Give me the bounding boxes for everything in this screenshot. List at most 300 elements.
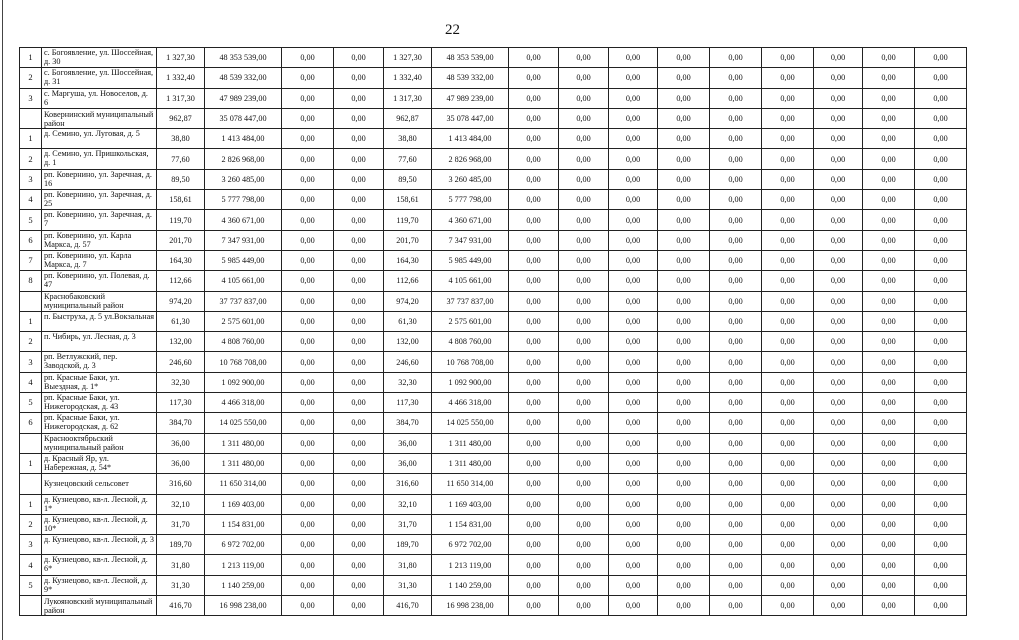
value-cell: 0,00: [609, 271, 658, 291]
area-cell: 189,70: [157, 535, 205, 555]
value-cell: 0,00: [559, 596, 609, 616]
address-cell: д. Красный Яр, ул. Набережная, д. 54*: [42, 453, 157, 473]
address-cell: д. Кузнецово, кв-л. Лесной, д. 9*: [42, 575, 157, 595]
value-cell: 0,00: [814, 108, 863, 128]
value-cell: 0,00: [282, 453, 334, 473]
value-cell: 0,00: [509, 48, 559, 68]
area-cell: 416,70: [157, 596, 205, 616]
value-cell: 0,00: [710, 514, 762, 534]
value-cell: 0,00: [710, 494, 762, 514]
value-cell: 0,00: [863, 210, 915, 230]
cost-cell: 7 347 931,00: [432, 230, 509, 250]
table-row: [20, 149, 1019, 169]
area-cell: 201,70: [384, 230, 432, 250]
value-cell: 0,00: [814, 372, 863, 392]
value-cell: 0,00: [658, 250, 710, 270]
value-cell: 0,00: [814, 352, 863, 372]
cost-cell: 2 575 601,00: [432, 311, 509, 331]
value-cell: 0,00: [863, 250, 915, 270]
value-cell: 0,00: [334, 129, 384, 149]
value-cell: 0,00: [863, 393, 915, 413]
cost-cell: 5 777 798,00: [205, 190, 282, 210]
value-cell: 0,00: [509, 291, 559, 311]
cost-cell: 1 092 900,00: [432, 372, 509, 392]
area-cell: 36,00: [384, 433, 432, 453]
area-cell: 31,80: [157, 555, 205, 575]
value-cell: 0,00: [658, 555, 710, 575]
value-cell: 0,00: [282, 535, 334, 555]
value-cell: 0,00: [282, 291, 334, 311]
area-cell: 962,87: [384, 108, 432, 128]
value-cell: 0,00: [509, 413, 559, 433]
value-cell: 0,00: [710, 108, 762, 128]
area-cell: 1 327,30: [384, 48, 432, 68]
value-cell: 0,00: [609, 190, 658, 210]
table-row: [20, 514, 1019, 534]
area-cell: 38,80: [384, 129, 432, 149]
value-cell: 0,00: [762, 190, 814, 210]
value-cell: 0,00: [334, 68, 384, 88]
value-cell: 0,00: [915, 311, 967, 331]
value-cell: 0,00: [658, 108, 710, 128]
address-cell: д. Кузнецово, кв-л. Лесной, д. 3: [42, 535, 157, 555]
value-cell: 0,00: [814, 230, 863, 250]
address-cell: д. Кузнецово, кв-л. Лесной, д. 10*: [42, 514, 157, 534]
value-cell: 0,00: [609, 210, 658, 230]
value-cell: 0,00: [559, 413, 609, 433]
area-cell: 117,30: [384, 393, 432, 413]
row-number: 5: [20, 393, 42, 413]
value-cell: 0,00: [915, 291, 967, 311]
cost-cell: 16 998 238,00: [432, 596, 509, 616]
row-number: 3: [20, 88, 42, 108]
cost-cell: 4 808 760,00: [205, 332, 282, 352]
value-cell: 0,00: [509, 494, 559, 514]
value-cell: 0,00: [915, 149, 967, 169]
address-cell: рп. Ковернино, ул. Карла Маркса, д. 7: [42, 250, 157, 270]
table-row: [20, 413, 1019, 433]
table-row: [20, 68, 1019, 88]
area-cell: 1 317,30: [157, 88, 205, 108]
value-cell: 0,00: [710, 149, 762, 169]
row-number: 3: [20, 169, 42, 189]
cost-cell: 4 808 760,00: [432, 332, 509, 352]
value-cell: 0,00: [762, 250, 814, 270]
value-cell: 0,00: [609, 108, 658, 128]
value-cell: 0,00: [762, 372, 814, 392]
row-number: 5: [20, 210, 42, 230]
value-cell: 0,00: [609, 311, 658, 331]
address-cell: Кузнецовский сельсовет: [42, 474, 157, 494]
value-cell: 0,00: [915, 372, 967, 392]
value-cell: 0,00: [863, 311, 915, 331]
area-cell: 416,70: [384, 596, 432, 616]
value-cell: 0,00: [559, 453, 609, 473]
row-number: 2: [20, 514, 42, 534]
value-cell: 0,00: [509, 474, 559, 494]
value-cell: 0,00: [559, 575, 609, 595]
value-cell: 0,00: [282, 169, 334, 189]
value-cell: 0,00: [509, 352, 559, 372]
row-number: [20, 474, 42, 494]
value-cell: 0,00: [559, 555, 609, 575]
value-cell: 0,00: [710, 210, 762, 230]
value-cell: 0,00: [863, 352, 915, 372]
value-cell: 0,00: [559, 433, 609, 453]
table-row: [20, 535, 1019, 555]
value-cell: 0,00: [658, 88, 710, 108]
value-cell: 0,00: [762, 494, 814, 514]
row-number: 8: [20, 271, 42, 291]
value-cell: 0,00: [282, 433, 334, 453]
area-cell: 32,10: [384, 494, 432, 514]
cost-cell: 37 737 837,00: [205, 291, 282, 311]
area-cell: 31,70: [384, 514, 432, 534]
area-cell: 117,30: [157, 393, 205, 413]
value-cell: 0,00: [915, 514, 967, 534]
address-cell: рп. Ковернино, ул. Заречная, д. 16: [42, 169, 157, 189]
cost-cell: 6 972 702,00: [432, 535, 509, 555]
value-cell: 0,00: [559, 210, 609, 230]
address-cell: с. Богоявление, ул. Шоссейная, д. 31: [42, 68, 157, 88]
table-row: [20, 352, 1019, 372]
address-cell: д. Семино, ул. Пришкольская, д. 1: [42, 149, 157, 169]
value-cell: 0,00: [710, 352, 762, 372]
value-cell: 0,00: [710, 311, 762, 331]
value-cell: 0,00: [863, 169, 915, 189]
cost-cell: 1 154 831,00: [205, 514, 282, 534]
cost-cell: 47 989 239,00: [432, 88, 509, 108]
row-number: 4: [20, 372, 42, 392]
area-cell: 32,30: [384, 372, 432, 392]
table-row: [20, 48, 1019, 68]
value-cell: 0,00: [559, 332, 609, 352]
value-cell: 0,00: [814, 413, 863, 433]
table-row: [20, 494, 1019, 514]
table-row: [20, 393, 1019, 413]
row-number: 1: [20, 453, 42, 473]
value-cell: 0,00: [282, 596, 334, 616]
area-cell: 36,00: [157, 433, 205, 453]
value-cell: 0,00: [710, 230, 762, 250]
area-cell: 201,70: [157, 230, 205, 250]
value-cell: 0,00: [282, 494, 334, 514]
value-cell: 0,00: [334, 433, 384, 453]
value-cell: 0,00: [762, 291, 814, 311]
value-cell: 0,00: [814, 311, 863, 331]
cost-cell: 10 768 708,00: [205, 352, 282, 372]
value-cell: 0,00: [334, 190, 384, 210]
value-cell: 0,00: [762, 129, 814, 149]
value-cell: 0,00: [609, 48, 658, 68]
value-cell: 0,00: [559, 271, 609, 291]
value-cell: 0,00: [334, 48, 384, 68]
value-cell: 0,00: [559, 474, 609, 494]
value-cell: 0,00: [915, 535, 967, 555]
area-cell: 61,30: [384, 311, 432, 331]
value-cell: 0,00: [658, 413, 710, 433]
value-cell: 0,00: [710, 250, 762, 270]
value-cell: 0,00: [915, 129, 967, 149]
row-number: 1: [20, 311, 42, 331]
value-cell: 0,00: [559, 535, 609, 555]
cost-cell: 1 092 900,00: [205, 372, 282, 392]
value-cell: 0,00: [915, 250, 967, 270]
cost-cell: 47 989 239,00: [205, 88, 282, 108]
value-cell: 0,00: [509, 535, 559, 555]
cost-cell: 2 826 968,00: [205, 149, 282, 169]
value-cell: 0,00: [334, 271, 384, 291]
value-cell: 0,00: [282, 210, 334, 230]
value-cell: 0,00: [509, 433, 559, 453]
district-subtotal-row: [20, 291, 1019, 311]
value-cell: 0,00: [762, 169, 814, 189]
area-cell: 974,20: [384, 291, 432, 311]
area-cell: 32,30: [157, 372, 205, 392]
table-row: [20, 372, 1019, 392]
value-cell: 0,00: [658, 230, 710, 250]
row-number: [20, 433, 42, 453]
value-cell: 0,00: [609, 433, 658, 453]
area-cell: 31,30: [157, 575, 205, 595]
value-cell: 0,00: [282, 514, 334, 534]
address-cell: д. Кузнецово, кв-л. Лесной, д. 6*: [42, 555, 157, 575]
value-cell: 0,00: [282, 575, 334, 595]
value-cell: 0,00: [658, 129, 710, 149]
row-number: 7: [20, 250, 42, 270]
table-row: [20, 575, 1019, 595]
value-cell: 0,00: [915, 494, 967, 514]
address-cell: рп. Ветлужский, пер. Заводской, д. 3: [42, 352, 157, 372]
value-cell: 0,00: [282, 149, 334, 169]
cost-cell: 1 140 259,00: [432, 575, 509, 595]
value-cell: 0,00: [658, 393, 710, 413]
value-cell: 0,00: [334, 535, 384, 555]
value-cell: 0,00: [509, 311, 559, 331]
value-cell: 0,00: [658, 149, 710, 169]
address-cell: рп. Красные Баки, ул. Нижегородская, д. 43: [42, 393, 157, 413]
value-cell: 0,00: [710, 88, 762, 108]
value-cell: 0,00: [915, 332, 967, 352]
table-row: [20, 555, 1019, 575]
table-row: [20, 271, 1019, 291]
value-cell: 0,00: [915, 474, 967, 494]
table-row: [20, 250, 1019, 270]
area-cell: 164,30: [157, 250, 205, 270]
value-cell: 0,00: [509, 250, 559, 270]
table-row: [20, 190, 1019, 210]
value-cell: 0,00: [710, 433, 762, 453]
value-cell: 0,00: [658, 210, 710, 230]
value-cell: 0,00: [658, 453, 710, 473]
table-row: [20, 129, 1019, 149]
value-cell: 0,00: [814, 48, 863, 68]
value-cell: 0,00: [559, 291, 609, 311]
cost-cell: 5 777 798,00: [432, 190, 509, 210]
value-cell: 0,00: [814, 250, 863, 270]
value-cell: 0,00: [762, 575, 814, 595]
value-cell: 0,00: [814, 210, 863, 230]
value-cell: 0,00: [762, 311, 814, 331]
area-cell: 189,70: [384, 535, 432, 555]
value-cell: 0,00: [282, 271, 334, 291]
value-cell: 0,00: [509, 149, 559, 169]
value-cell: 0,00: [334, 352, 384, 372]
cost-cell: 11 650 314,00: [432, 474, 509, 494]
value-cell: 0,00: [559, 149, 609, 169]
cost-cell: 48 353 539,00: [205, 48, 282, 68]
value-cell: 0,00: [658, 575, 710, 595]
value-cell: 0,00: [334, 372, 384, 392]
value-cell: 0,00: [915, 271, 967, 291]
value-cell: 0,00: [863, 372, 915, 392]
cost-cell: 4 360 671,00: [432, 210, 509, 230]
area-cell: 158,61: [384, 190, 432, 210]
value-cell: 0,00: [509, 88, 559, 108]
value-cell: 0,00: [863, 48, 915, 68]
value-cell: 0,00: [559, 190, 609, 210]
value-cell: 0,00: [609, 474, 658, 494]
area-cell: 32,10: [157, 494, 205, 514]
value-cell: 0,00: [863, 129, 915, 149]
value-cell: 0,00: [509, 169, 559, 189]
value-cell: 0,00: [863, 555, 915, 575]
cost-cell: 4 105 661,00: [432, 271, 509, 291]
value-cell: 0,00: [509, 372, 559, 392]
page-number: 22: [445, 22, 460, 38]
area-cell: 77,60: [384, 149, 432, 169]
area-cell: 1 332,40: [157, 68, 205, 88]
value-cell: 0,00: [334, 311, 384, 331]
address-cell: Лукояновский муниципальный район: [42, 596, 157, 616]
value-cell: 0,00: [658, 332, 710, 352]
value-cell: 0,00: [710, 453, 762, 473]
area-cell: 77,60: [157, 149, 205, 169]
cost-cell: 10 768 708,00: [432, 352, 509, 372]
address-cell: п. Чибирь, ул. Лесная, д. 3: [42, 332, 157, 352]
district-subtotal-row: [20, 108, 1019, 128]
value-cell: 0,00: [509, 332, 559, 352]
row-number: 3: [20, 352, 42, 372]
value-cell: 0,00: [814, 596, 863, 616]
value-cell: 0,00: [814, 555, 863, 575]
area-cell: 89,50: [157, 169, 205, 189]
value-cell: 0,00: [762, 535, 814, 555]
value-cell: 0,00: [915, 108, 967, 128]
cost-cell: 14 025 550,00: [205, 413, 282, 433]
area-cell: 38,80: [157, 129, 205, 149]
value-cell: 0,00: [915, 230, 967, 250]
address-cell: рп. Красные Баки, ул. Нижегородская, д. 62: [42, 413, 157, 433]
value-cell: 0,00: [658, 190, 710, 210]
cost-cell: 7 347 931,00: [205, 230, 282, 250]
value-cell: 0,00: [609, 514, 658, 534]
value-cell: 0,00: [863, 494, 915, 514]
cost-cell: 1 311 480,00: [205, 433, 282, 453]
value-cell: 0,00: [814, 535, 863, 555]
value-cell: 0,00: [609, 230, 658, 250]
area-cell: 61,30: [157, 311, 205, 331]
value-cell: 0,00: [509, 129, 559, 149]
value-cell: 0,00: [762, 514, 814, 534]
address-cell: Краснобаковский муниципальный район: [42, 291, 157, 311]
value-cell: 0,00: [609, 535, 658, 555]
area-cell: 384,70: [384, 413, 432, 433]
value-cell: 0,00: [710, 372, 762, 392]
value-cell: 0,00: [762, 453, 814, 473]
cost-cell: 1 311 480,00: [432, 433, 509, 453]
value-cell: 0,00: [658, 372, 710, 392]
area-cell: 132,00: [384, 332, 432, 352]
area-cell: 246,60: [384, 352, 432, 372]
value-cell: 0,00: [282, 108, 334, 128]
value-cell: 0,00: [658, 494, 710, 514]
value-cell: 0,00: [710, 271, 762, 291]
value-cell: 0,00: [609, 291, 658, 311]
cost-cell: 6 972 702,00: [205, 535, 282, 555]
table-row: [20, 88, 1019, 108]
value-cell: 0,00: [863, 453, 915, 473]
value-cell: 0,00: [334, 453, 384, 473]
value-cell: 0,00: [282, 372, 334, 392]
value-cell: 0,00: [658, 169, 710, 189]
row-number: [20, 291, 42, 311]
value-cell: 0,00: [915, 453, 967, 473]
cost-cell: 3 260 485,00: [432, 169, 509, 189]
value-cell: 0,00: [334, 494, 384, 514]
value-cell: 0,00: [710, 474, 762, 494]
value-cell: 0,00: [710, 190, 762, 210]
table-row: [20, 169, 1019, 189]
area-cell: 89,50: [384, 169, 432, 189]
value-cell: 0,00: [863, 596, 915, 616]
housing-program-table: [19, 47, 1019, 616]
value-cell: 0,00: [762, 352, 814, 372]
value-cell: 0,00: [863, 433, 915, 453]
address-cell: рп. Ковернино, ул. Полевая, д. 47: [42, 271, 157, 291]
row-number: 3: [20, 535, 42, 555]
row-number: 2: [20, 68, 42, 88]
table-row: [20, 332, 1019, 352]
value-cell: 0,00: [334, 474, 384, 494]
value-cell: 0,00: [863, 413, 915, 433]
value-cell: 0,00: [762, 271, 814, 291]
value-cell: 0,00: [334, 596, 384, 616]
value-cell: 0,00: [863, 108, 915, 128]
area-cell: 1 317,30: [384, 88, 432, 108]
area-cell: 36,00: [157, 453, 205, 473]
value-cell: 0,00: [658, 474, 710, 494]
value-cell: 0,00: [334, 291, 384, 311]
area-cell: 31,30: [384, 575, 432, 595]
value-cell: 0,00: [814, 68, 863, 88]
value-cell: 0,00: [609, 393, 658, 413]
row-number: 2: [20, 149, 42, 169]
value-cell: 0,00: [762, 230, 814, 250]
address-cell: д. Кузнецово, кв-л. Лесной, д. 1*: [42, 494, 157, 514]
value-cell: 0,00: [609, 494, 658, 514]
area-cell: 31,70: [157, 514, 205, 534]
area-cell: 1 327,30: [157, 48, 205, 68]
cost-cell: 48 539 332,00: [205, 68, 282, 88]
value-cell: 0,00: [609, 575, 658, 595]
district-subtotal-row: [20, 474, 1019, 494]
value-cell: 0,00: [762, 48, 814, 68]
value-cell: 0,00: [609, 372, 658, 392]
value-cell: 0,00: [334, 332, 384, 352]
value-cell: 0,00: [509, 108, 559, 128]
value-cell: 0,00: [282, 311, 334, 331]
